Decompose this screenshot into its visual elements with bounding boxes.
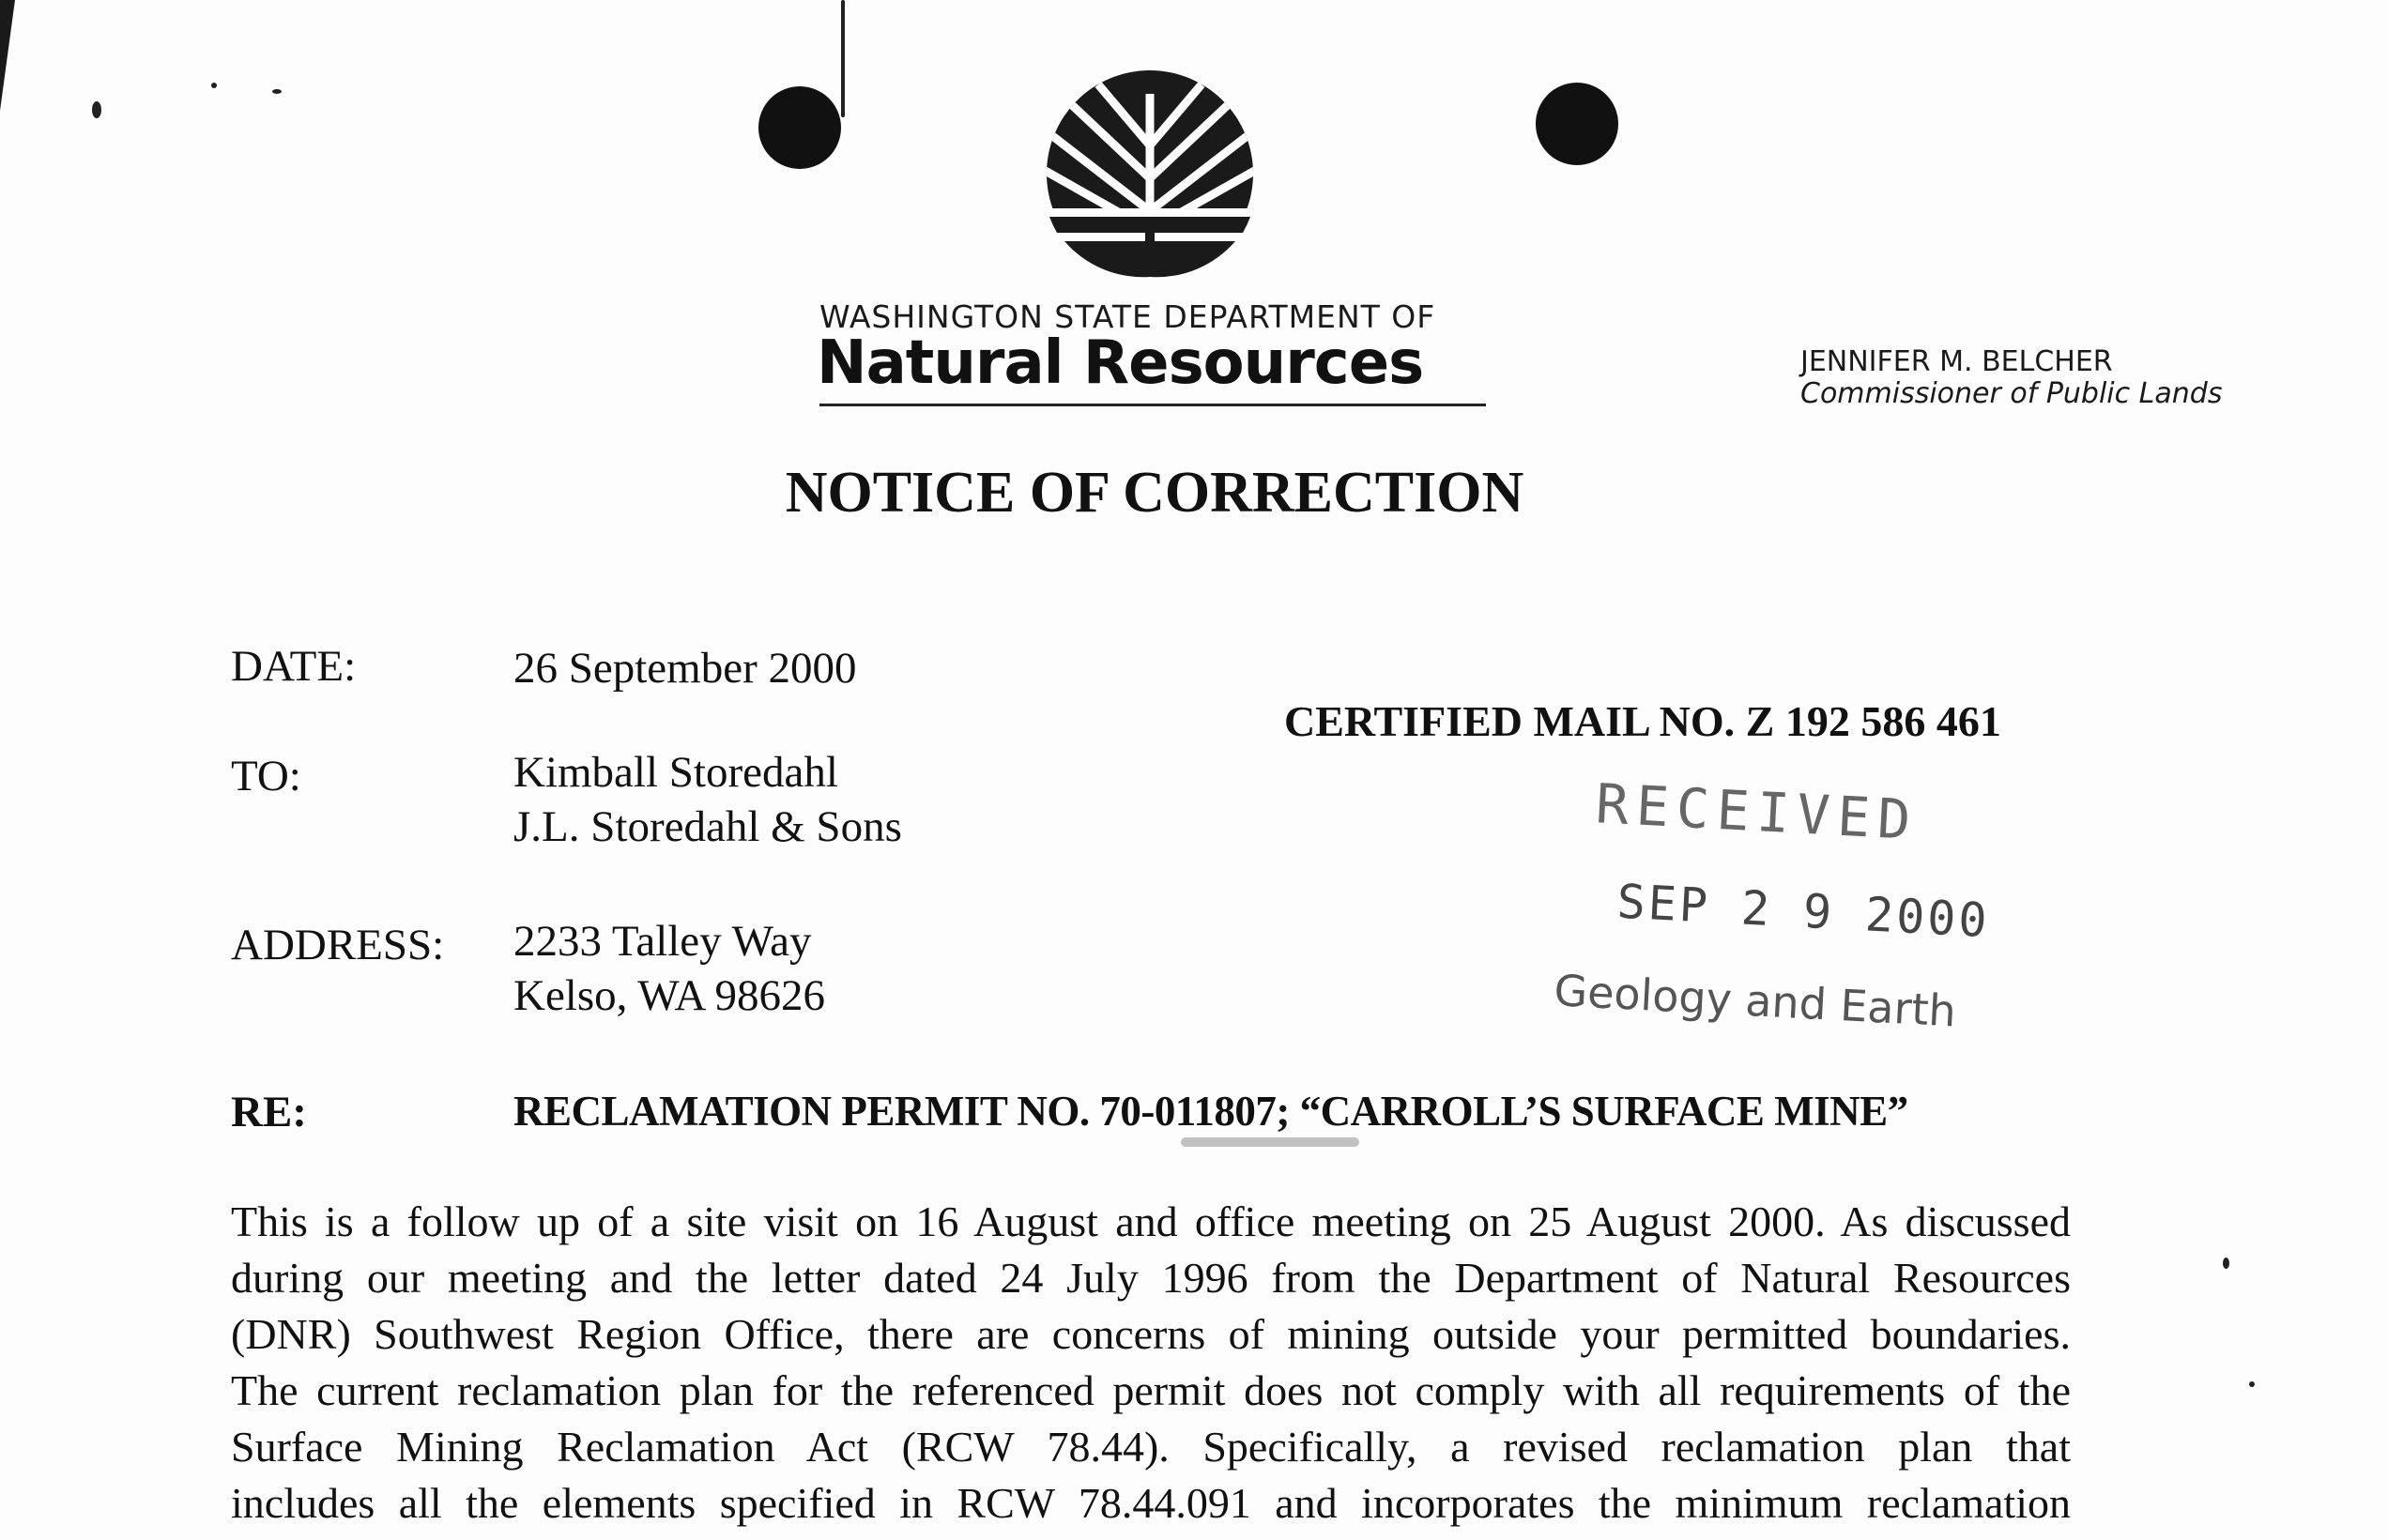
re-label: RE: [231,1088,307,1136]
certified-mail-number: CERTIFIED MAIL NO. Z 192 586 461 [1284,697,2001,745]
scan-speck [2249,1381,2255,1387]
body-line: includes all the elements specified in RCW 78.44.091 and incorporates the minimum reclamation [231,1479,2071,1527]
scan-speck [92,101,101,118]
agency-name-line1: WASHINGTON STATE DEPARTMENT OF [819,298,1436,335]
received-stamp-heading: RECEIVED [1594,771,1920,853]
body-line: Surface Mining Reclamation Act (RCW 78.44). Specifically, a revised reclamation plan that [231,1423,2071,1471]
scan-speck [272,89,282,94]
letter-body-paragraph [231,1194,2071,1532]
document-title: NOTICE OF CORRECTION [785,461,1524,525]
address-street: 2233 Talley Way [513,917,812,966]
received-stamp-date: SEP 2 9 2000 [1615,874,1991,949]
agency-name-line2: Natural Resources [817,328,1424,398]
body-line: This is a follow up of a site visit on 16 August and office meeting on 25 August 2000. As discussed [231,1197,2071,1245]
scan-speck [2223,1258,2229,1269]
to-recipient-name: Kimball Storedahl [513,748,838,797]
re-subject: RECLAMATION PERMIT NO. 70-011807; “CARROLL’S SURFACE MINE” [513,1088,1908,1135]
punch-hole-left [758,86,841,169]
received-stamp [1542,770,1989,1092]
dnr-sun-leaf-logo-icon [1042,66,1258,282]
body-line: (DNR) Southwest Region Office, there are concerns of mining outside your permitted boundaries. [231,1310,2071,1358]
body-line: during our meeting and the letter dated 24 July 1996 from the Department of Natural Resources [231,1254,2071,1302]
address-label: ADDRESS: [231,921,445,969]
received-stamp-department: Geology and Earth [1553,965,1958,1037]
date-label: DATE: [231,642,357,691]
address-city: Kelso, WA 98626 [513,971,826,1020]
commissioner-title: Commissioner of Public Lands [1800,377,2223,410]
letterhead-rule [819,404,1486,406]
body-line: The current reclamation plan for the referenced permit does not comply with all requirements of the [231,1366,2071,1414]
to-recipient-company: J.L. Storedahl & Sons [513,802,902,851]
punch-hole-right [1536,83,1618,165]
commissioner-name: JENNIFER M. BELCHER [1800,345,2113,378]
scan-speck [211,83,217,88]
ink-smudge [1181,1137,1359,1147]
scan-shadow-corner [0,0,15,111]
to-label: TO: [231,752,301,800]
date-value: 26 September 2000 [513,644,857,693]
scan-line-mark [841,0,845,117]
